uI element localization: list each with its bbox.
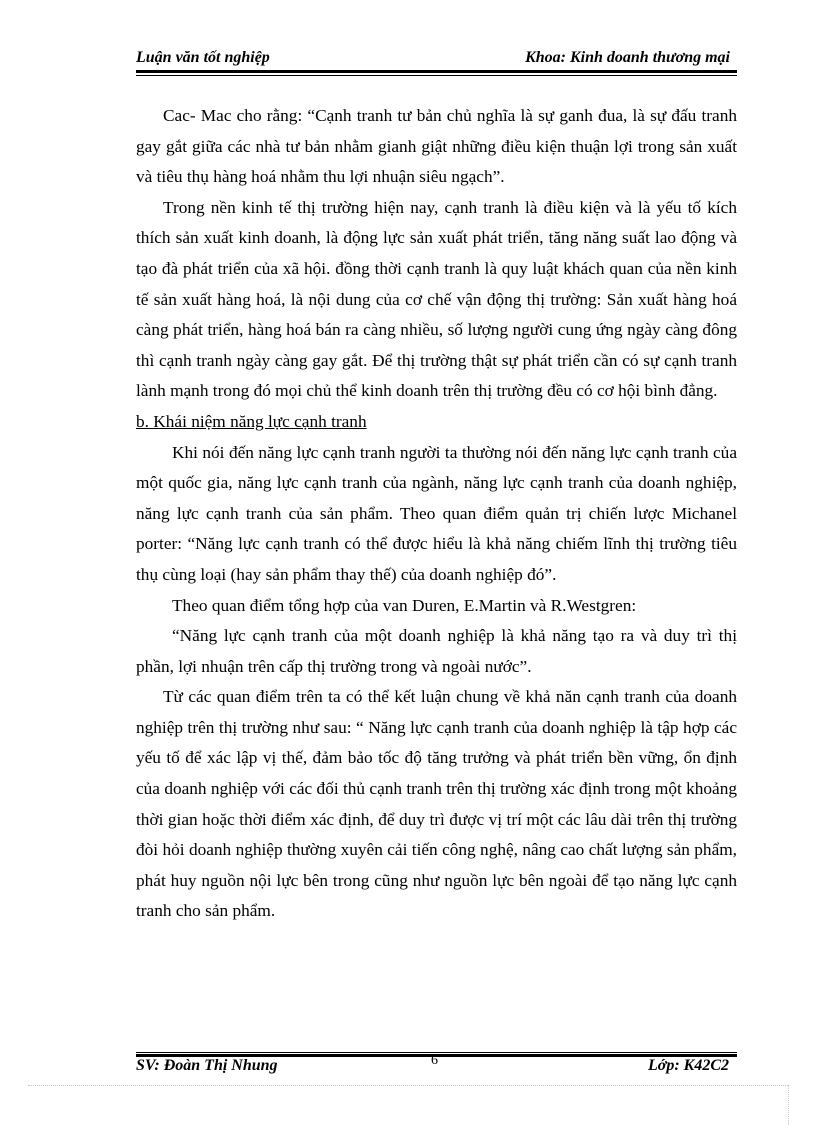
footer-student-name: SV: Đoàn Thị Nhung	[136, 1057, 278, 1074]
page-border-dotted-vertical	[788, 1085, 789, 1125]
page-footer	[136, 1055, 737, 1079]
paragraph-marx-quote: Cac- Mac cho rằng: “Cạnh tranh tư bản chủ nghĩa là sự ganh đua, là sự đấu tranh gay gắt giữa các nhà tư bản nhằm gianh giật những điều kiện thuận lợi trong sản xuất và tiêu thụ hàng hoá nhằm thu lợi nhuận siêu ngạch”.	[136, 106, 737, 187]
paragraph-market-economy: Trong nền kinh tế thị trường hiện nay, cạnh tranh là điều kiện và là yếu tố kích thích sản xuất kinh doanh, là động lực sản xuất phát triển, tăng năng suất lao động và tạo đà phát triển của xã hội. đồng thời cạnh tranh là quy luật khách quan của nền kinh tế sản xuất hàng hoá, là nội dung của cơ chế vận động thị trường: Sản xuất hàng hoá càng phát triển, hàng hoá bán ra càng nhiều, số lượng người cung ứng ngày càng đông thì cạnh tranh ngày càng gay gắt. Để thị trường thật sự phát triển cần có sự cạnh tranh lành mạnh trong đó mọi chủ thể kinh doanh trên thị trường đều có cơ hội bình đẳng.	[136, 197, 737, 401]
section-subheading: b. Khái niệm năng lực cạnh tranh	[136, 411, 367, 431]
footer-class: Lớp: K42C2	[647, 1057, 729, 1074]
header-faculty: Khoa: Kinh doanh thương mại	[525, 49, 730, 66]
page-border-dotted	[28, 1085, 788, 1086]
header-rule-thin	[136, 75, 737, 76]
header-rule-thick	[136, 70, 737, 73]
page-header	[136, 47, 736, 71]
paragraph-van-duren-intro: Theo quan điểm tổng hợp của van Duren, E.Martin và R.Westgren:	[172, 595, 637, 615]
page-number: 6	[431, 1053, 438, 1068]
header-thesis-title: Luận văn tốt nghiệp	[136, 49, 270, 66]
paragraph-competitiveness-concept: Khi nói đến năng lực cạnh tranh người ta thường nói đến năng lực cạnh tranh của một quốc gia, năng lực cạnh tranh của ngành, năng lực cạnh tranh của doanh nghiệp, năng lực cạnh tranh của sản phẩm. Theo quan điểm quản trị chiến lược Michanel porter: “Năng lực cạnh tranh có thể được hiểu là khả năng chiếm lĩnh thị trường tiêu thụ cùng loại (hay sản phẩm thay thế) của doanh nghiệp đó”.	[136, 442, 737, 584]
paragraph-van-duren-quote: “Năng lực cạnh tranh của một doanh nghiệp là khả năng tạo ra và duy trì thị phần, lợi nhuận trên cấp thị trường trong và ngoài nước”.	[136, 626, 737, 676]
page-body	[136, 101, 737, 927]
paragraph-conclusion: Từ các quan điểm trên ta có thể kết luận chung về khả năn cạnh tranh của doanh nghiệp trên thị trường như sau: “ Năng lực cạnh tranh của doanh nghiệp là tập hợp các yếu tố để xác lập vị thế, đảm bảo tốc độ tăng trưởng và phát triển bền vững, ổn định của doanh nghiệp với các đối thủ cạnh tranh trên thị trường xác định trong một khoảng thời gian hoặc thời điểm xác định, để duy trì được vị trí một các lâu dài trên thị trường đòi hỏi doanh nghiệp thường xuyên cải tiến công nghệ, nâng cao chất lượng sản phẩm, phát huy nguồn nội lực bên trong cũng như nguồn lực bên ngoài để tạo năng lực cạnh tranh cho sản phẩm.	[136, 687, 737, 921]
